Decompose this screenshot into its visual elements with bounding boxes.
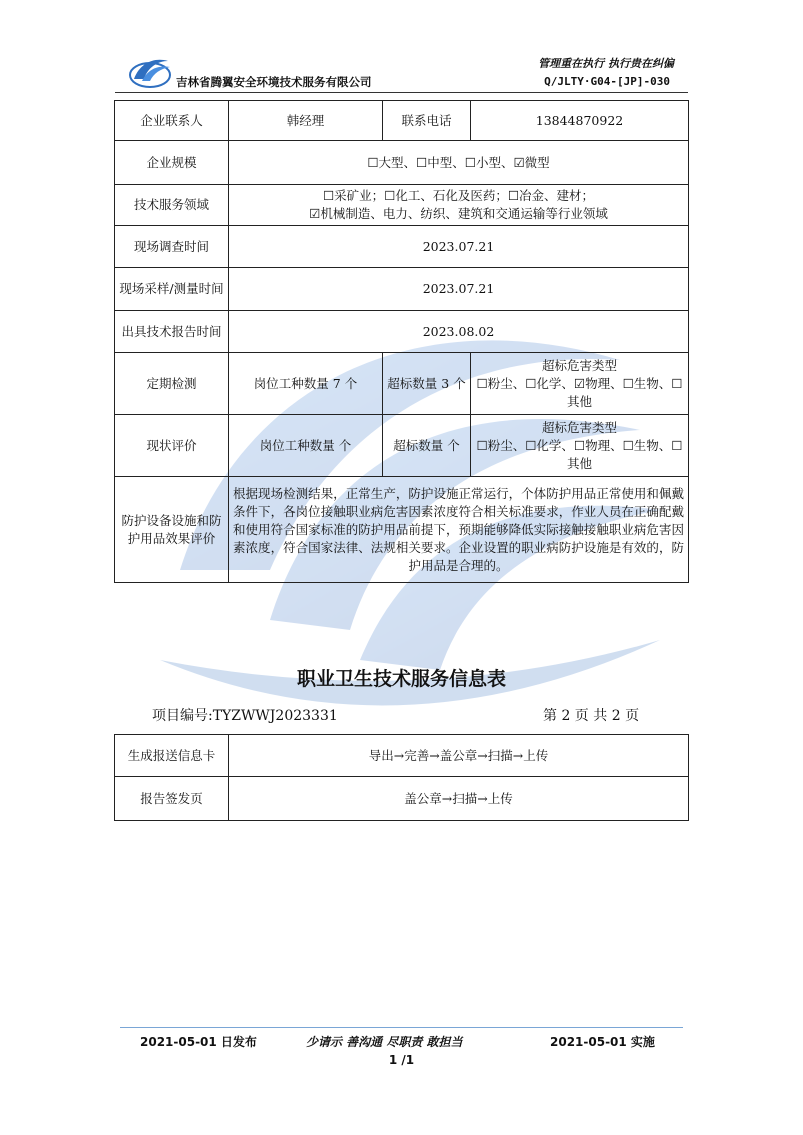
survey-label: 现场调查时间 <box>115 226 229 268</box>
periodic-exceed: 超标数量 3 个 <box>383 353 471 415</box>
periodic-posts: 岗位工种数量 7 个 <box>229 353 383 415</box>
contact-value: 韩经理 <box>229 101 383 141</box>
company-name: 吉林省腾翼安全环境技术服务有限公司 <box>176 75 372 89</box>
publish-date: 2021-05-01 日发布 <box>140 1035 257 1049</box>
report-workflow-table <box>114 734 689 821</box>
header-divider <box>115 92 688 93</box>
survey-value: 2023.07.21 <box>229 226 689 268</box>
field-line-2: ☑机械制造、电力、纺织、建筑和交通运输等行业领域 <box>309 206 608 221</box>
enterprise-info-table <box>114 100 689 583</box>
report-value: 2023.08.02 <box>229 311 689 353</box>
periodic-hazard-title: 超标危害类型 <box>541 357 617 373</box>
page-number: 1 /1 <box>388 1053 415 1067</box>
sign-value: 盖公章→扫描→上传 <box>229 777 689 821</box>
company-logo <box>128 53 172 89</box>
periodic-hazard <box>471 353 689 415</box>
footer-slogan: 少请示 善沟通 尽职责 敢担当 <box>306 1035 463 1049</box>
implement-date: 2021-05-01 实施 <box>550 1035 655 1049</box>
contact-label: 企业联系人 <box>115 101 229 141</box>
periodic-hazard-types: ☐粉尘、☐化学、☑物理、☐生物、☐其他 <box>476 375 683 409</box>
report-label: 出具技术报告时间 <box>115 311 229 353</box>
footer-divider <box>120 1027 683 1028</box>
field-value <box>229 185 689 226</box>
sampling-label: 现场采样/测量时间 <box>115 268 229 311</box>
status-posts: 岗位工种数量 个 <box>229 415 383 477</box>
scale-value: ☐大型、☐中型、☐小型、☑微型 <box>229 141 689 185</box>
card-label: 生成报送信息卡 <box>115 735 229 777</box>
field-label: 技术服务领域 <box>115 185 229 226</box>
status-hazard <box>471 415 689 477</box>
header-slogan: 管理重在执行 执行贵在纠偏 <box>538 57 674 70</box>
document-code: Q/JLTY·G04-[JP]-030 <box>544 75 670 88</box>
phone-value: 13844870922 <box>471 101 689 141</box>
status-exceed: 超标数量 个 <box>383 415 471 477</box>
protect-value: 根据现场检测结果，正常生产，防护设施正常运行，个体防护用品正常使用和佩戴条件下，各岗位接触职业病危害因素浓度符合相关标准要求，作业人员在正确配戴和使用符合国家标准的防护用品前提下，预期能够降低实际接触接触职业病危害因素浓度，符合国家法律、法规相关要求。企业设置的职业病防护设施是有效的，防护用品是合理的。 <box>229 477 689 583</box>
protect-label: 防护设备设施和防护用品效果评价 <box>115 477 229 583</box>
card-value: 导出→完善→盖公章→扫描→上传 <box>229 735 689 777</box>
project-number: 项目编号:TYZWWJ2023331 <box>152 708 338 724</box>
status-hazard-types: ☐粉尘、☐化学、☐物理、☐生物、☐其他 <box>476 437 683 471</box>
sampling-value: 2023.07.21 <box>229 268 689 311</box>
periodic-label: 定期检测 <box>115 353 229 415</box>
phone-label: 联系电话 <box>383 101 471 141</box>
field-line-1: ☐采矿业；☐化工、石化及医药；☐冶金、建材； <box>322 188 595 203</box>
sign-label: 报告签发页 <box>115 777 229 821</box>
section-title: 职业卫生技术服务信息表 <box>296 668 506 690</box>
status-label: 现状评价 <box>115 415 229 477</box>
status-hazard-title: 超标危害类型 <box>541 419 617 435</box>
scale-label: 企业规模 <box>115 141 229 185</box>
page-count-label: 第 2 页 共 2 页 <box>543 708 640 724</box>
